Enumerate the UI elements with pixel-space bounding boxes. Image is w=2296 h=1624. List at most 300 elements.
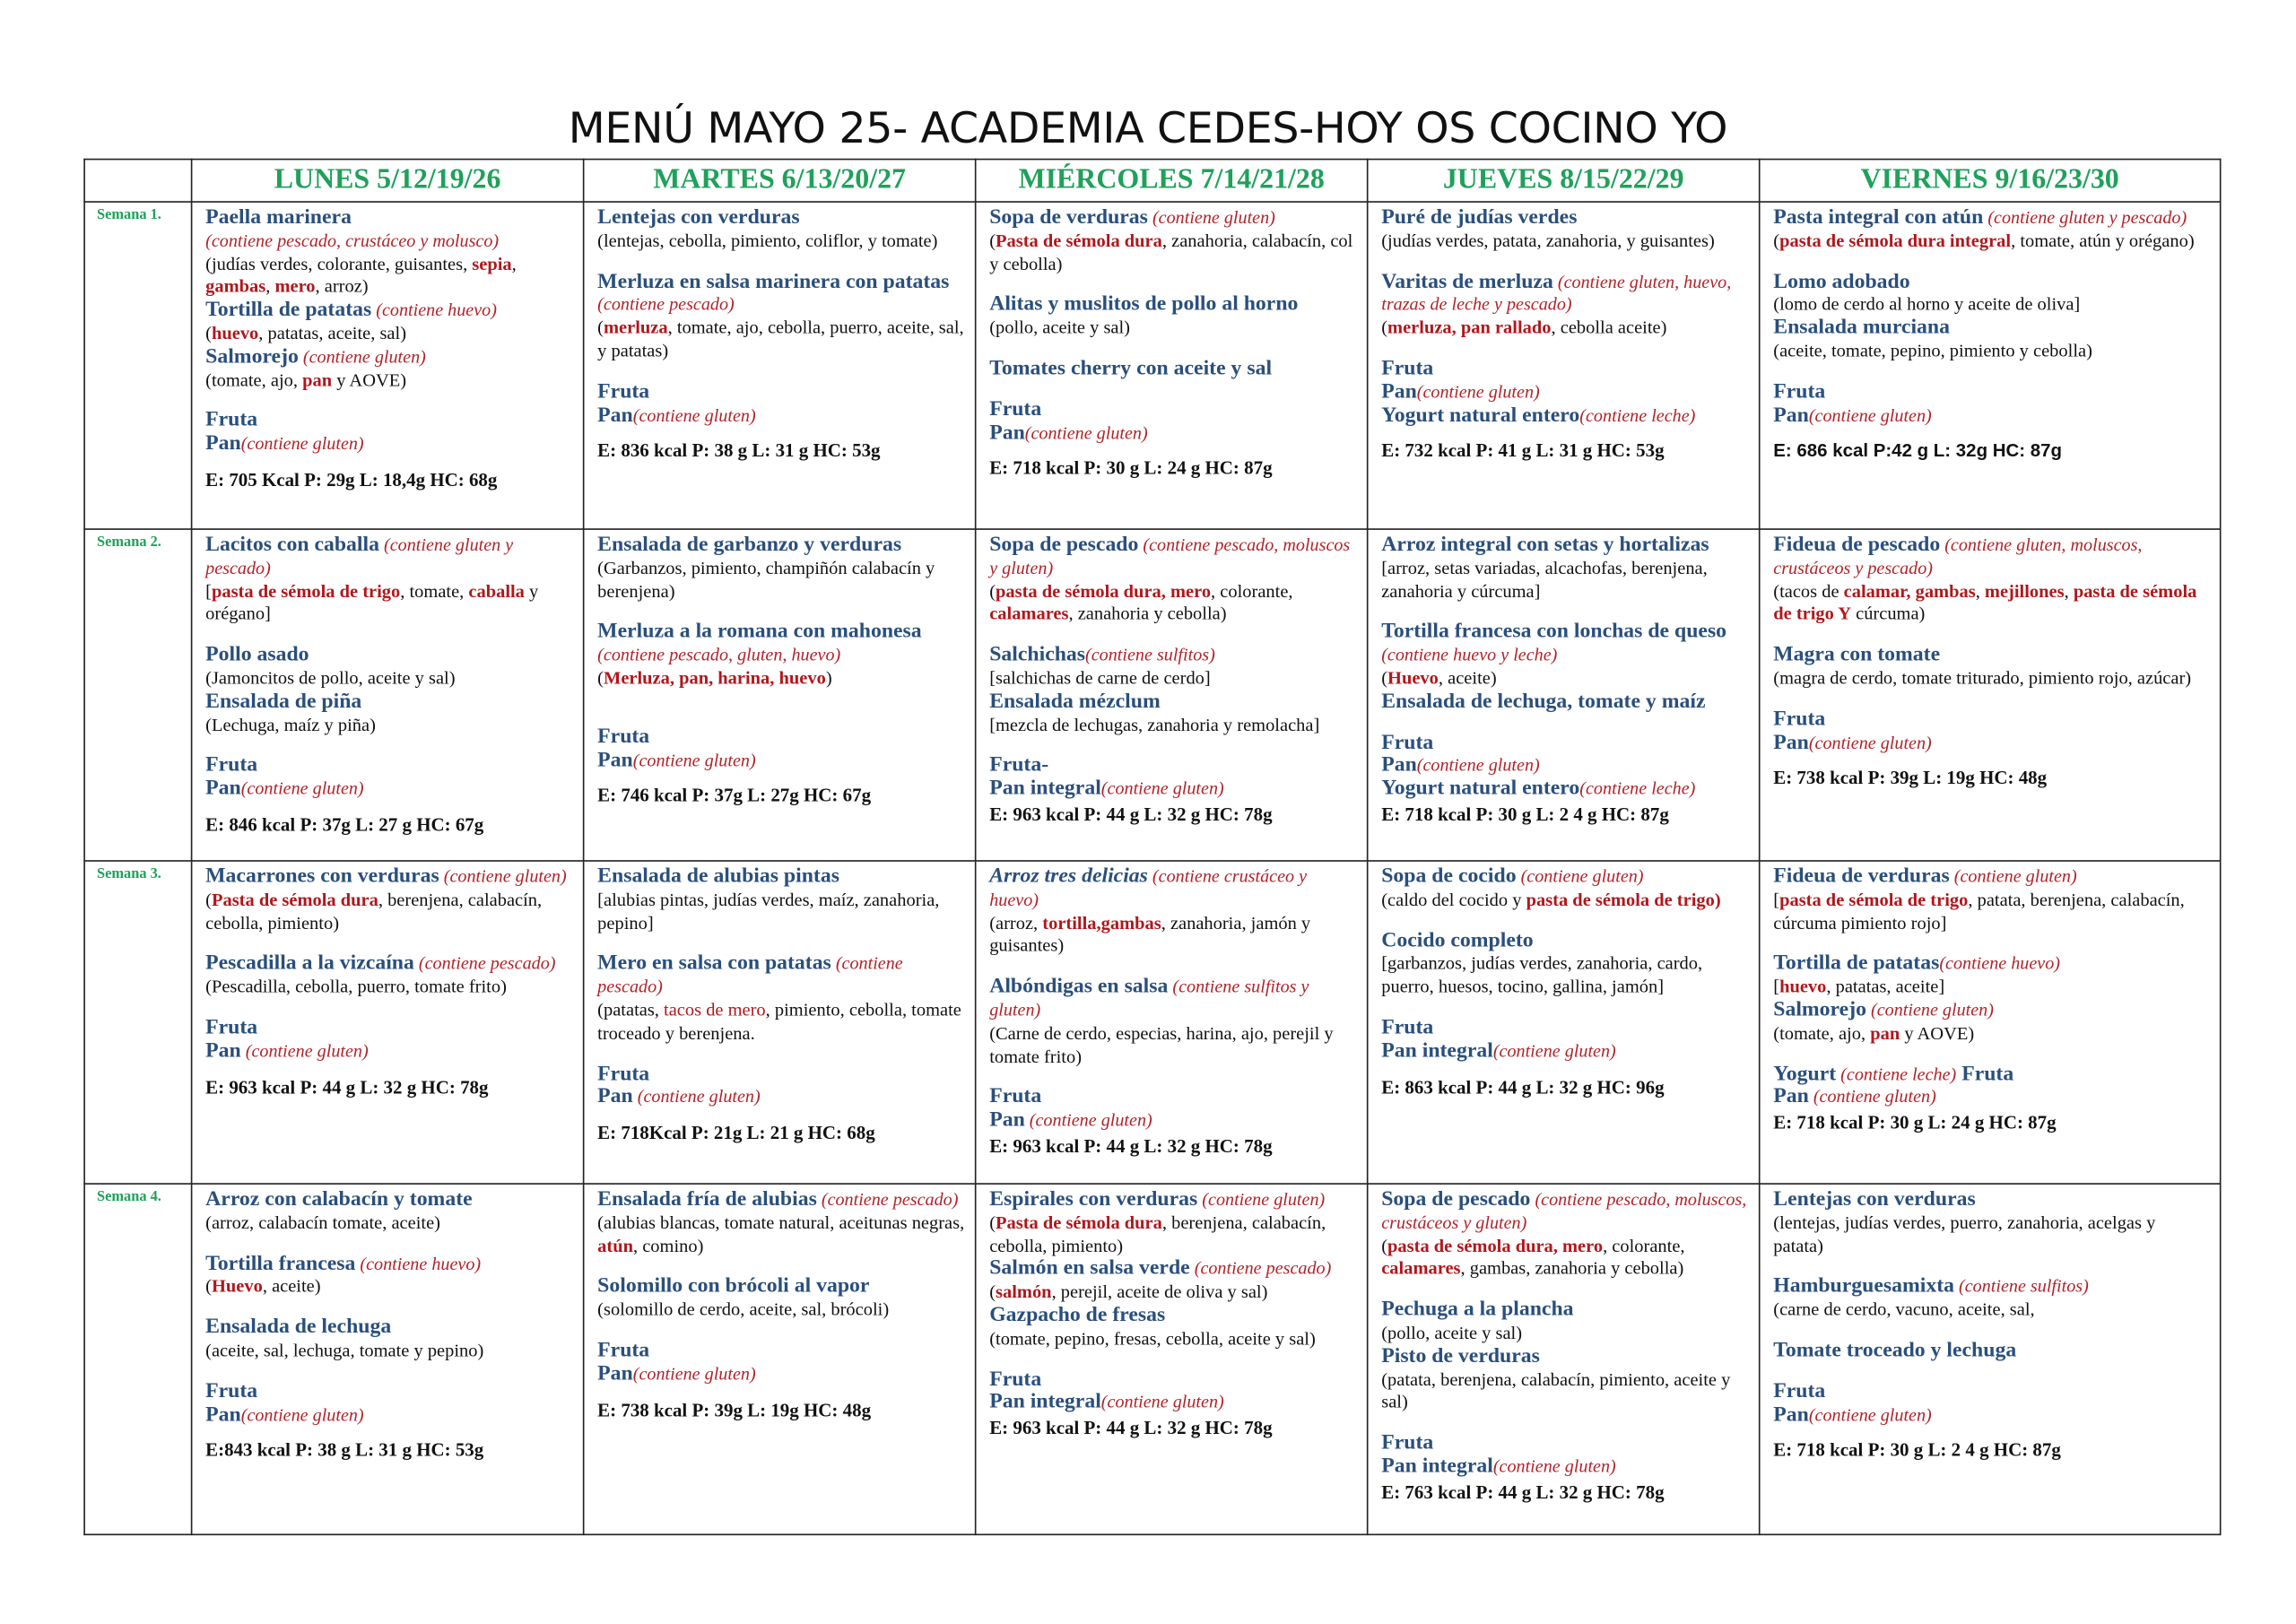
ingredients-line bbox=[1773, 341, 2209, 364]
dish-line bbox=[597, 953, 964, 1000]
dish-line bbox=[1773, 732, 2209, 755]
ingredient-text: , comino) bbox=[632, 1235, 704, 1256]
ingredient-text: [ bbox=[1773, 976, 1780, 997]
ingredients-line bbox=[205, 977, 572, 1000]
menu-cell bbox=[1760, 1184, 2221, 1534]
dish-line bbox=[1381, 1343, 1748, 1369]
dish-line bbox=[205, 953, 572, 977]
ingredient-text: [mezcla de lechugas, zanahoria y remolacha] bbox=[989, 714, 1320, 735]
dish-name: Espirales con verduras bbox=[989, 1187, 1198, 1211]
dish-name: Pan bbox=[1773, 1403, 1809, 1427]
spacer bbox=[1773, 935, 2209, 953]
allergen-ingredient: calamares bbox=[989, 604, 1069, 625]
spacer bbox=[1773, 1046, 2209, 1064]
ingredient-text: , colorante, bbox=[1603, 1235, 1685, 1256]
week-row bbox=[84, 1184, 2221, 1534]
dish-line bbox=[205, 346, 572, 369]
ingredient-text: (solomillo de cerdo, aceite, sal, brócoli) bbox=[597, 1298, 890, 1320]
allergen-note: (contiene gluten) bbox=[1949, 865, 2077, 887]
nutrition-summary: E: 686 kcal P:42 g L: 32g HC: 87g bbox=[1773, 440, 2063, 462]
dish-name: Fideua de verduras bbox=[1773, 864, 1950, 889]
dish-line bbox=[205, 207, 572, 230]
menu-cell bbox=[1760, 861, 2221, 1184]
allergen-note: (contiene gluten) bbox=[1866, 999, 1994, 1020]
ingredients-line bbox=[1381, 317, 1748, 341]
allergen-ingredient: pasta de sémola dura integral bbox=[1779, 230, 2012, 251]
spacer bbox=[205, 1000, 572, 1018]
dish-line bbox=[1773, 866, 2209, 890]
ingredient-text: , aceite) bbox=[1438, 667, 1497, 689]
dish-line bbox=[1773, 1087, 2209, 1110]
ingredients-line bbox=[205, 369, 572, 393]
allergen-note: (contiene leche) bbox=[1836, 1063, 1957, 1084]
dish-line bbox=[1381, 207, 1748, 230]
spacer bbox=[1381, 912, 1748, 930]
nutrition-summary: E: 718Kcal P: 21g L: 21 g HC: 68g bbox=[597, 1123, 875, 1144]
nutrition-summary: E: 963 kcal P: 44 g L: 32 g HC: 78g bbox=[205, 1076, 489, 1098]
allergen-ingredient: calamar, gambas bbox=[1843, 580, 1976, 602]
dish-name: Fruta bbox=[1773, 707, 1826, 731]
allergen-ingredient: Pasta de sémola dura bbox=[996, 230, 1162, 251]
nutrition-summary: E: 738 kcal P: 39g L: 19g HC: 48g bbox=[597, 1399, 872, 1420]
allergen-note: (contiene sulfitos) bbox=[1085, 644, 1215, 665]
dish-line bbox=[1381, 1189, 1748, 1236]
ingredients-line bbox=[597, 1212, 964, 1259]
dish-name: Pan integral bbox=[1381, 1455, 1493, 1479]
ingredient-text: cúrcuma) bbox=[1851, 604, 1926, 625]
dish-line bbox=[989, 1110, 1356, 1133]
allergen-ingredient: gambas bbox=[205, 276, 266, 298]
dish-line bbox=[205, 1189, 572, 1212]
allergen-ingredient: sepia bbox=[472, 253, 512, 274]
ingredients-line bbox=[1381, 230, 1748, 254]
ingredient-text: ( bbox=[597, 667, 604, 689]
dish-name: Tomate troceado y lechuga bbox=[1773, 1338, 2017, 1362]
ingredient-text: ( bbox=[1381, 667, 1388, 689]
dish-name: Ensalada de alubias pintas bbox=[597, 864, 839, 889]
dish-line bbox=[205, 410, 572, 433]
ingredient-text: y AOVE) bbox=[332, 369, 407, 390]
allergen-note: (contiene gluten) bbox=[1492, 1040, 1616, 1062]
dish-line bbox=[989, 755, 1356, 778]
week-label: Semana 4. bbox=[84, 1184, 191, 1534]
dish-line bbox=[1381, 1017, 1748, 1040]
dish-name: Fideua de pescado bbox=[1773, 533, 1941, 557]
dish-line bbox=[1773, 1381, 2209, 1404]
ingredient-text: ( bbox=[1381, 317, 1388, 338]
nutrition-summary: E: 963 kcal P: 44 g L: 32 g HC: 78g bbox=[989, 803, 1273, 825]
ingredients-line bbox=[205, 714, 572, 737]
dish-name: Ensalada de garbanzo y verduras bbox=[597, 533, 902, 557]
ingredient-text: (pollo, aceite y sal) bbox=[989, 317, 1131, 338]
ingredients-line bbox=[1773, 294, 2209, 317]
menu-cell bbox=[192, 861, 584, 1184]
ingredient-text: y AOVE) bbox=[1900, 1022, 1975, 1044]
dish-line bbox=[1773, 1404, 2209, 1428]
nutrition-summary: E: 746 kcal P: 37g L: 27g HC: 67g bbox=[597, 786, 872, 807]
allergen-note: (contiene gluten) bbox=[1808, 1086, 1936, 1107]
ingredients-line bbox=[1773, 230, 2209, 254]
dish-name: Arroz integral con setas y hortalizas bbox=[1381, 533, 1709, 557]
dish-name: Pan bbox=[1381, 753, 1417, 777]
ingredient-text: , tomate, ajo, cebolla, puerro, aceite, sal, y patatas) bbox=[597, 317, 964, 361]
allergen-note: (contiene huevo y leche) bbox=[1381, 644, 1558, 665]
ingredient-text: ( bbox=[1773, 230, 1780, 251]
allergen-note: (contiene pescado, gluten, huevo) bbox=[597, 644, 841, 665]
ingredients-line bbox=[597, 890, 964, 936]
allergen-note: (contiene gluten) bbox=[1808, 732, 1932, 752]
ingredient-text: (tomate, ajo, bbox=[205, 369, 303, 390]
ingredients-line bbox=[1381, 558, 1748, 604]
dish-line bbox=[989, 691, 1356, 715]
allergen-ingredient: caballa bbox=[468, 580, 525, 602]
ingredient-text: (aceite, sal, lechuga, tomate y pepino) bbox=[205, 1340, 484, 1361]
allergen-ingredient: mejillones bbox=[1984, 580, 2065, 602]
allergen-note: (contiene pescado) bbox=[413, 952, 556, 974]
dish-name: Lentejas con verduras bbox=[597, 205, 800, 230]
allergen-note: (contiene huevo) bbox=[371, 300, 497, 321]
ingredient-text: (lentejas, cebolla, pimiento, coliflor, y tomate) bbox=[597, 230, 938, 251]
dish-name: Salmorejo bbox=[205, 344, 299, 369]
allergen-note: (contiene pescado, moluscos y gluten) bbox=[989, 534, 1351, 578]
allergen-note: (contiene gluten) bbox=[1492, 1455, 1616, 1477]
allergen-note: (contiene gluten, moluscos, crustáceos y pescado) bbox=[1773, 534, 2143, 578]
week-row bbox=[84, 861, 2221, 1184]
week-label: Semana 2. bbox=[84, 529, 191, 861]
ingredients-line bbox=[1381, 668, 1748, 691]
allergen-note: (contiene gluten) bbox=[1808, 1403, 1932, 1425]
ingredient-text: (Garbanzos, pimiento, champiñón calabacín y berenjena) bbox=[597, 557, 935, 602]
menu-cell bbox=[584, 861, 976, 1184]
ingredients-line bbox=[597, 1299, 964, 1323]
dish-name: Magra con tomate bbox=[1773, 643, 1941, 667]
menu-table bbox=[83, 159, 2221, 1535]
dish-line bbox=[1381, 404, 1748, 428]
dish-line bbox=[597, 271, 964, 317]
dish-line bbox=[1381, 691, 1748, 715]
dish-name: Salchichas bbox=[989, 643, 1086, 667]
dish-line bbox=[1381, 778, 1748, 802]
nutrition-summary: E: 732 kcal P: 41 g L: 31 g HC: 53g bbox=[1381, 440, 1665, 462]
ingredient-text: , colorante, bbox=[1211, 580, 1293, 602]
spacer bbox=[205, 1363, 572, 1381]
spacer bbox=[597, 364, 964, 382]
ingredients-line bbox=[1773, 668, 2209, 691]
dish-line bbox=[597, 726, 964, 750]
ingredients-line bbox=[989, 668, 1356, 691]
dish-line bbox=[1381, 381, 1748, 404]
ingredients-line bbox=[1381, 953, 1748, 1000]
allergen-ingredient: pasta de sémola de trigo) bbox=[1526, 889, 1721, 910]
dish-line bbox=[1381, 930, 1748, 953]
ingredients-line bbox=[989, 912, 1356, 959]
ingredient-text: ( bbox=[989, 1281, 996, 1303]
dish-name: Pan integral bbox=[989, 1390, 1101, 1414]
ingredient-text: , patatas, aceite, sal) bbox=[258, 323, 407, 343]
dish-name: Merluza en salsa marinera con patatas bbox=[597, 269, 950, 293]
dish-name: Pollo asado bbox=[205, 643, 309, 667]
dish-line bbox=[1381, 1299, 1748, 1323]
ingredients-line bbox=[1773, 1299, 2209, 1323]
dish-line bbox=[205, 433, 572, 456]
dish-name: Pan integral bbox=[1381, 1038, 1493, 1063]
allergen-ingredient: pan bbox=[1870, 1022, 1900, 1044]
ingredients-line bbox=[205, 581, 572, 628]
ingredient-text: [ bbox=[1773, 889, 1780, 910]
dish-name: Fruta bbox=[1381, 1431, 1434, 1455]
dish-name: Yogurt natural entero bbox=[1381, 777, 1580, 801]
ingredient-text: [salchichas de carne de cerdo] bbox=[989, 667, 1211, 689]
allergen-ingredient: mero bbox=[274, 276, 316, 298]
dish-line bbox=[597, 1064, 964, 1087]
dish-name: Fruta bbox=[205, 1015, 258, 1039]
dish-line bbox=[989, 866, 1356, 913]
spacer bbox=[989, 959, 1356, 977]
dish-line bbox=[1773, 1064, 2209, 1087]
dish-line bbox=[1381, 1433, 1748, 1456]
dish-line bbox=[1773, 645, 2209, 668]
allergen-note: (contiene gluten, huevo, trazas de leche y pescado) bbox=[1381, 271, 1732, 315]
dish-name: Fruta bbox=[1956, 1062, 2014, 1086]
ingredients-line bbox=[597, 317, 964, 364]
dish-line bbox=[989, 399, 1356, 422]
allergen-ingredient: pan bbox=[302, 369, 333, 390]
allergen-ingredient: atún bbox=[597, 1235, 633, 1256]
spacer bbox=[205, 1236, 572, 1254]
ingredients-line bbox=[989, 1328, 1356, 1351]
dish-name: Fruta bbox=[597, 1062, 650, 1086]
ingredient-text: [garbanzos, judías verdes, zanahoria, cardo, puerro, huesos, tocino, gallina, jamón] bbox=[1381, 952, 1703, 997]
ingredient-text: , bbox=[511, 253, 517, 274]
allergen-note: (contiene gluten) bbox=[1416, 381, 1540, 403]
allergen-ingredient: Huevo bbox=[211, 1276, 263, 1297]
day-header-row bbox=[84, 160, 2221, 202]
nutrition-summary: E: 963 kcal P: 44 g L: 32 g HC: 78g bbox=[989, 1135, 1273, 1157]
allergen-note: (contiene gluten) bbox=[1416, 754, 1540, 776]
ingredient-text: (Pescadilla, cebolla, puerro, tomate frito) bbox=[205, 976, 507, 997]
dish-name: Arroz tres delicias bbox=[989, 864, 1148, 889]
ingredient-text: ( bbox=[205, 1276, 212, 1297]
allergen-note: (contiene gluten) bbox=[1100, 777, 1224, 799]
dish-name: Fruta bbox=[205, 408, 258, 432]
spacer bbox=[989, 627, 1356, 645]
dish-line bbox=[205, 1017, 572, 1040]
dish-name: Fruta- bbox=[989, 753, 1049, 777]
nutrition-summary: E: 718 kcal P: 30 g L: 2 4 g HC: 87g bbox=[1381, 803, 1669, 825]
dish-line bbox=[597, 1340, 964, 1363]
ingredient-text: , tomate, atún y orégano) bbox=[2011, 230, 2195, 251]
spacer bbox=[1381, 1415, 1748, 1433]
dish-name: Varitas de merluza bbox=[1381, 269, 1553, 293]
nutrition-summary: E: 836 kcal P: 38 g L: 31 g HC: 53g bbox=[597, 440, 881, 462]
menu-cell bbox=[584, 529, 976, 861]
dish-name: Fruta bbox=[205, 1379, 258, 1403]
dish-name: Fruta bbox=[989, 1367, 1042, 1391]
spacer bbox=[597, 708, 964, 726]
dish-name: Ensalada de lechuga, tomate y maíz bbox=[1381, 689, 1706, 714]
ingredients-line bbox=[205, 890, 572, 936]
dish-line bbox=[1773, 1189, 2209, 1212]
spacer bbox=[1381, 254, 1748, 272]
menu-cell bbox=[192, 202, 584, 529]
allergen-ingredient: Merluza, pan, harina, huevo bbox=[604, 667, 826, 689]
spacer bbox=[1381, 341, 1748, 359]
dish-name: Pan bbox=[597, 403, 633, 427]
allergen-ingredient: Pasta de sémola dura bbox=[211, 889, 378, 910]
dish-line bbox=[205, 1040, 572, 1064]
dish-name: Hamburguesamixta bbox=[1773, 1274, 1954, 1298]
ingredients-line bbox=[1773, 581, 2209, 628]
week-row bbox=[84, 529, 2221, 861]
dish-name: Sopa de verduras bbox=[989, 205, 1148, 230]
dish-line bbox=[989, 645, 1356, 668]
menu-cell bbox=[1368, 1184, 1760, 1534]
ingredient-text: , bbox=[1975, 580, 1985, 602]
dish-name: Cocido completo bbox=[1381, 928, 1534, 952]
spacer bbox=[1773, 1258, 2209, 1276]
menu-cell bbox=[192, 1184, 584, 1534]
ingredients-line bbox=[1773, 977, 2209, 1000]
spacer bbox=[205, 627, 572, 645]
dish-name: Fruta bbox=[1773, 1379, 1826, 1403]
ingredient-text: (alubias blancas, tomate natural, aceitunas negras, bbox=[597, 1211, 965, 1233]
ingredient-text: [arroz, setas variadas, alcachofas, berenjena, zanahoria y cúrcuma] bbox=[1381, 557, 1708, 602]
dish-line bbox=[1773, 317, 2209, 341]
allergen-ingredient: huevo bbox=[211, 323, 259, 343]
ingredients-line bbox=[597, 558, 964, 604]
nutrition-summary: E: 963 kcal P: 44 g L: 32 g HC: 78g bbox=[989, 1418, 1273, 1439]
allergen-note: (contiene gluten) bbox=[1024, 421, 1148, 443]
spacer bbox=[597, 935, 964, 953]
dish-line bbox=[989, 1087, 1356, 1110]
allergen-note: (contiene gluten) bbox=[1100, 1392, 1224, 1413]
dish-name: Pan bbox=[597, 1085, 633, 1109]
dish-name: Fruta bbox=[989, 397, 1042, 421]
ingredient-text: (Jamoncitos de pollo, aceite y sal) bbox=[205, 667, 456, 689]
nutrition-summary: E:843 kcal P: 38 g L: 31 g HC: 53g bbox=[205, 1440, 484, 1462]
nutrition-summary: E: 705 Kcal P: 29g L: 18,4g HC: 68g bbox=[205, 469, 498, 491]
allergen-ingredient: pasta de sémola de trigo Y bbox=[1773, 580, 2197, 625]
corner-cell bbox=[84, 160, 191, 202]
ingredient-text: (arroz, calabacín tomate, aceite) bbox=[205, 1211, 440, 1233]
dish-name: Tomates cherry con aceite y sal bbox=[989, 356, 1273, 380]
spacer bbox=[597, 1046, 964, 1064]
dish-line bbox=[989, 1392, 1356, 1415]
dish-line bbox=[1381, 1456, 1748, 1480]
dish-name: Paella marinera bbox=[205, 205, 352, 230]
spacer bbox=[989, 737, 1356, 755]
allergen-ingredient: pasta de sémola de trigo bbox=[1779, 889, 1969, 910]
ingredient-text: [ bbox=[205, 580, 212, 602]
allergen-note: (contiene gluten y pescado) bbox=[1983, 206, 2187, 228]
dish-name: Fruta bbox=[597, 725, 650, 749]
allergen-note: (contiene gluten) bbox=[298, 345, 426, 367]
ingredients-line bbox=[597, 668, 964, 691]
allergen-note: (contiene pescado, crustáceo y molusco) bbox=[205, 230, 500, 251]
ingredient-text: (Carne de cerdo, especias, harina, ajo, perejil y tomate frito) bbox=[989, 1022, 1334, 1067]
allergen-note: (contiene gluten) bbox=[1516, 865, 1644, 887]
menu-cell bbox=[1760, 529, 2221, 861]
ingredient-text: , perejil, aceite de oliva y sal) bbox=[1051, 1281, 1268, 1303]
spacer bbox=[205, 1299, 572, 1317]
allergen-note: (contiene pescado) bbox=[597, 952, 903, 997]
allergen-note: (contiene gluten) bbox=[632, 749, 756, 770]
allergen-note: (contiene pescado, moluscos, crustáceos y gluten) bbox=[1381, 1188, 1747, 1233]
dish-line bbox=[1773, 271, 2209, 294]
allergen-note: (contiene sulfitos) bbox=[1953, 1276, 2089, 1297]
allergen-note: (contiene gluten) bbox=[632, 404, 756, 425]
ingredients-line bbox=[205, 1276, 572, 1299]
spacer bbox=[597, 254, 964, 272]
dish-name: Pan bbox=[205, 777, 241, 801]
dish-line bbox=[205, 300, 572, 323]
allergen-note: (contiene gluten) bbox=[240, 777, 364, 799]
dish-line bbox=[989, 358, 1356, 381]
allergen-note: (contiene pescado) bbox=[816, 1188, 959, 1210]
dish-line bbox=[989, 1258, 1356, 1281]
week-row bbox=[84, 202, 2221, 529]
dish-name: Pan bbox=[1381, 379, 1417, 404]
ingredients-line bbox=[205, 1212, 572, 1236]
dish-name: Fruta bbox=[597, 379, 650, 404]
dish-name: Pan bbox=[989, 421, 1025, 445]
ingredient-text: ( bbox=[205, 889, 212, 910]
menu-cell bbox=[976, 1184, 1368, 1534]
day-header: MIÉRCOLES 7/14/21/28 bbox=[976, 160, 1368, 202]
dish-line bbox=[1773, 207, 2209, 230]
allergen-ingredient: pasta de sémola de trigo bbox=[211, 580, 401, 602]
dish-name: Mero en salsa con patatas bbox=[597, 951, 831, 976]
dish-line bbox=[989, 778, 1356, 802]
allergen-ingredient: pasta de sémola dura, mero bbox=[996, 580, 1212, 602]
allergen-line bbox=[205, 230, 572, 254]
menu-cell bbox=[976, 202, 1368, 529]
dish-name: Ensalada de piña bbox=[205, 689, 362, 714]
day-header: JUEVES 8/15/22/29 bbox=[1368, 160, 1760, 202]
ingredient-text: y orégano] bbox=[205, 580, 539, 625]
ingredient-text: , bbox=[265, 276, 275, 298]
spacer bbox=[205, 737, 572, 755]
ingredient-text: , zanahoria, calabacín, col y cebolla) bbox=[989, 230, 1353, 274]
dish-name: Sopa de cocido bbox=[1381, 864, 1517, 889]
dish-line bbox=[1381, 755, 1748, 778]
ingredient-text: (aceite, tomate, pepino, pimiento y cebolla) bbox=[1773, 340, 2092, 361]
allergen-note: (contiene gluten) bbox=[632, 1363, 756, 1385]
spacer bbox=[597, 1323, 964, 1341]
page-title: MENÚ MAYO 25- ACADEMIA CEDES-HOY OS COCINO YO bbox=[568, 102, 1728, 153]
ingredient-text: , berenjena, calabacín, cebolla, pimiento) bbox=[989, 1211, 1326, 1256]
ingredients-line bbox=[989, 714, 1356, 737]
dish-line bbox=[989, 294, 1356, 317]
dish-line bbox=[1773, 1276, 2209, 1299]
allergen-note: (contiene gluten) bbox=[1197, 1188, 1326, 1210]
dish-line bbox=[597, 1087, 964, 1110]
dish-line bbox=[597, 1363, 964, 1386]
dish-name: Lomo adobado bbox=[1773, 269, 1910, 293]
menu-cell bbox=[976, 861, 1368, 1184]
ingredient-text: ( bbox=[597, 317, 604, 338]
allergen-ingredient: huevo bbox=[1779, 976, 1827, 997]
spacer bbox=[597, 604, 964, 621]
day-header: MARTES 6/13/20/27 bbox=[584, 160, 976, 202]
nutrition-summary: E: 738 kcal P: 39g L: 19g HC: 48g bbox=[1773, 768, 2048, 789]
dish-name: Sopa de pescado bbox=[1381, 1187, 1531, 1211]
allergen-note: (contiene gluten) bbox=[1808, 404, 1932, 425]
ingredients-line bbox=[1381, 1236, 1748, 1282]
ingredient-text: ) bbox=[825, 667, 832, 689]
dish-name: Tortilla de patatas bbox=[205, 298, 372, 322]
dish-name: Tortilla francesa con lonchas de queso bbox=[1381, 620, 1727, 644]
